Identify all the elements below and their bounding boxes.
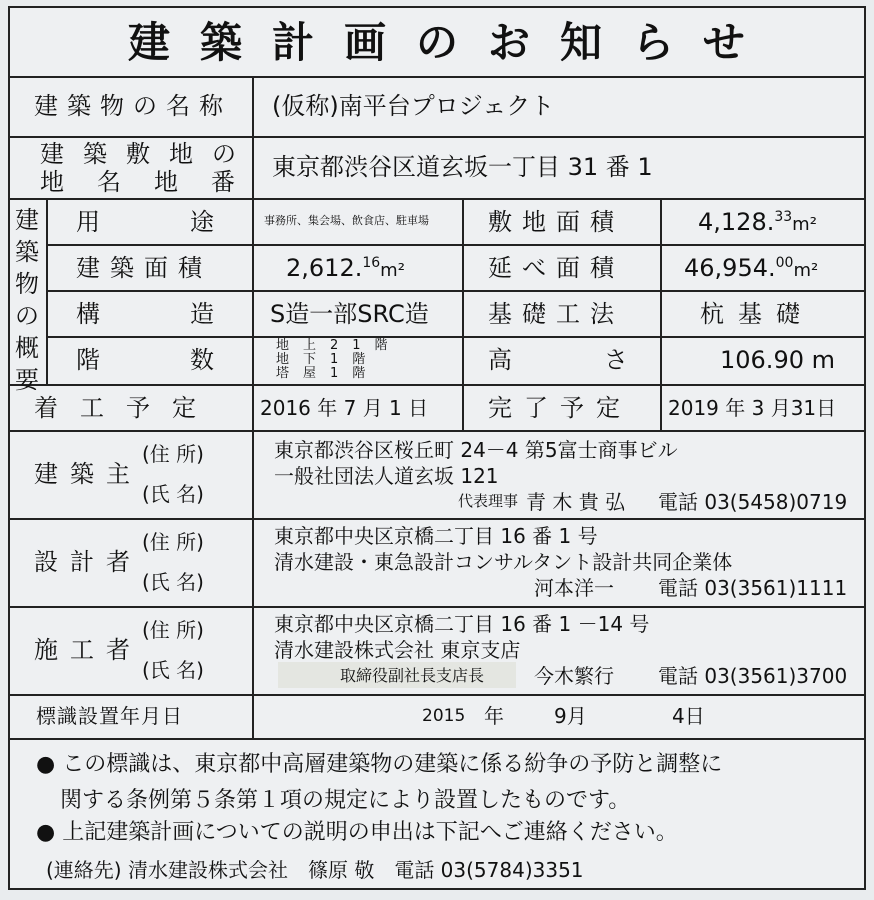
outline-group-label: 建 築 物 の 概 要 — [15, 206, 39, 394]
posted-day: 4日 — [672, 704, 705, 728]
floors-label: 階数 — [76, 346, 304, 374]
designer-name-label: (氏 名) — [142, 570, 204, 594]
owner-name-label: (氏 名) — [142, 482, 204, 506]
rule — [10, 738, 864, 740]
owner-address-label: (住 所) — [142, 442, 204, 466]
rule — [46, 336, 864, 338]
posted-year-unit: 年 — [484, 704, 504, 728]
rule — [10, 136, 864, 138]
floor-area-label: 延べ面積 — [488, 254, 624, 282]
site-label-line2: 地名地番 — [40, 168, 268, 196]
rule — [10, 384, 864, 386]
rule — [10, 76, 864, 78]
contractor-name-label: (氏 名) — [142, 658, 204, 682]
designer-rep-name: 河本洋一 — [534, 576, 614, 600]
note-line-3: ● 上記建築計画についての説明の申出は下記へご連絡ください。 — [36, 820, 678, 845]
contractor-rep-name: 今木繁行 — [534, 664, 614, 688]
building-area-value: 2,612.16m² — [286, 254, 405, 282]
contractor-org: 清水建設株式会社 東京支店 — [274, 638, 521, 662]
posted-year: 2015 — [422, 706, 466, 726]
start-label: 着工予定 — [34, 394, 218, 422]
structure-value: S造一部SRC造 — [270, 300, 429, 328]
rule — [10, 518, 864, 520]
structure-label: 構造 — [76, 300, 304, 328]
rule — [10, 430, 864, 432]
designer-address-label: (住 所) — [142, 530, 204, 554]
start-value: 2016 年 7 月 1 日 — [260, 396, 429, 420]
floors-penthouse: 塔屋1階 — [276, 366, 380, 381]
note-line-2: 関する条例第５条第１項の規定により設置したものです。 — [60, 788, 631, 813]
rule — [462, 198, 464, 430]
rule — [10, 606, 864, 608]
contact-line: (連絡先) 清水建設株式会社 篠原 敬 電話 03(5784)3351 — [46, 858, 584, 882]
designer-label: 設計者 — [34, 548, 142, 576]
site-area-value: 4,128.33m² — [698, 208, 817, 236]
contractor-address: 東京都中央区京橋二丁目 16 番 1 －14 号 — [274, 612, 650, 636]
building-name-value: (仮称)南平台プロジェクト — [272, 92, 555, 120]
notice-title: 建築計画のお知らせ — [128, 18, 775, 67]
rule — [10, 694, 864, 696]
floors-above: 地上21階 — [276, 338, 402, 353]
designer-phone: 電話 03(3561)1111 — [658, 576, 848, 600]
contractor-rep-title: 取締役副社長支店長 — [340, 666, 485, 685]
owner-rep-name: 青 木 貴 弘 — [526, 490, 626, 514]
use-value: 事務所、集会場、飲食店、駐車場 — [264, 214, 429, 227]
rule — [10, 198, 864, 200]
note-line-1: ● この標識は、東京都中高層建築物の建築に係る紛争の予防と調整に — [36, 752, 723, 777]
rule — [46, 290, 864, 292]
foundation-value: 杭基礎 — [700, 300, 814, 328]
owner-address: 東京都渋谷区桜丘町 24－4 第5富士商事ビル — [274, 438, 678, 462]
rule — [46, 244, 864, 246]
site-label-line1: 建築敷地の — [40, 140, 255, 168]
designer-address: 東京都中央区京橋二丁目 16 番 1 号 — [274, 524, 598, 548]
building-name-label: 建築物の名称 — [34, 92, 232, 120]
owner-org: 一般社団法人道玄坂 121 — [274, 464, 499, 488]
finish-label: 完了予定 — [488, 394, 632, 422]
contractor-address-label: (住 所) — [142, 618, 204, 642]
foundation-label: 基礎工法 — [488, 300, 624, 328]
contractor-label: 施工者 — [34, 636, 142, 664]
notice-board — [8, 6, 866, 890]
height-label: 高さ — [488, 346, 720, 374]
owner-rep-title: 代表理事 — [458, 492, 519, 510]
floors-below: 地下1階 — [276, 352, 380, 367]
floor-area-value: 46,954.00m² — [684, 254, 819, 282]
finish-value: 2019 年 3 月31日 — [668, 396, 837, 420]
posted-month: 9月 — [554, 704, 587, 728]
rule — [660, 198, 662, 430]
owner-label: 建築主 — [34, 460, 142, 488]
designer-org: 清水建設・東急設計コンサルタント設計共同企業体 — [274, 550, 733, 574]
site-area-label: 敷地面積 — [488, 208, 624, 236]
height-value: 106.90 m — [720, 346, 835, 374]
posted-label: 標識設置年月日 — [36, 704, 183, 728]
owner-phone: 電話 03(5458)0719 — [658, 490, 848, 514]
site-value: 東京都渋谷区道玄坂一丁目 31 番 1 — [272, 153, 653, 181]
use-label: 用途 — [76, 208, 304, 236]
building-area-label: 建築面積 — [76, 254, 212, 282]
contractor-phone: 電話 03(3561)3700 — [658, 664, 848, 688]
rule — [46, 198, 48, 384]
